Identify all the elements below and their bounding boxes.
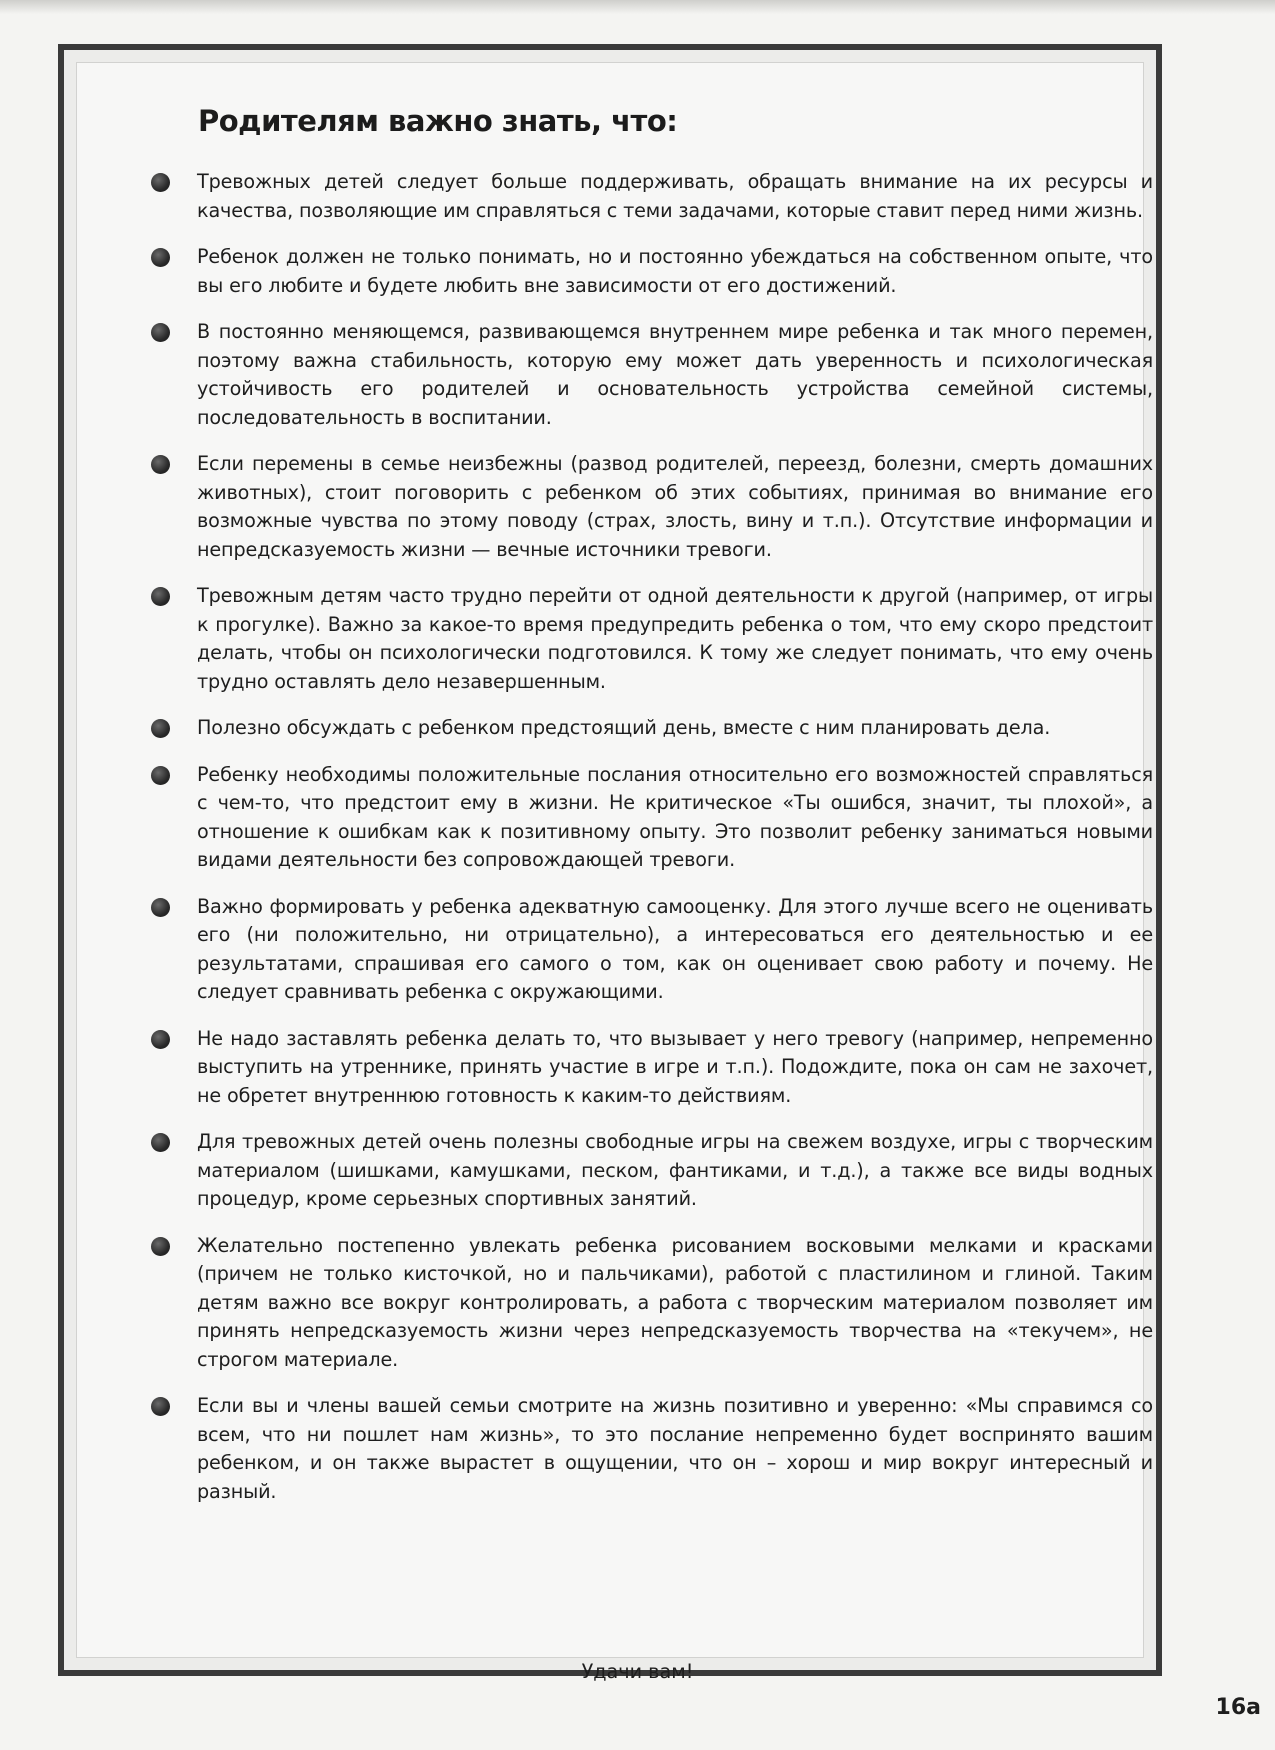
bullet-icon	[151, 248, 170, 267]
list-item-text: Если вы и члены вашей семьи смотрите на жизнь позитивно и уверенно: «Мы справимся со всем, что ни пошлет нам жизнь», то это послание непременно будет воспринято вашим ребенком, и он также вырастет в ощущении, что он – хорош и мир вокруг интересный и разный.	[197, 1394, 1153, 1503]
scan-shadow	[0, 0, 1275, 14]
list-item	[197, 893, 1153, 1007]
advice-list	[197, 168, 1153, 1524]
bullet-icon	[151, 898, 170, 917]
bullet-icon	[151, 173, 170, 192]
list-item	[197, 168, 1153, 225]
page-title: Родителям важно знать, что:	[198, 104, 678, 138]
bullet-icon	[151, 323, 170, 342]
list-item	[197, 1128, 1153, 1214]
list-item	[197, 714, 1153, 743]
list-item	[197, 243, 1153, 300]
bullet-icon	[151, 1030, 170, 1049]
list-item-text: Желательно постепенно увлекать ребенка рисованием восковыми мелками и красками (причем не только кисточкой, но и пальчиками), работой с пластилином и глиной. Таким детям важно все вокруг контролировать, а работа с творческим материалом позволяет им принять непредсказуемость жизни через непредсказуемость творчества на «текучем», не строгом материале.	[197, 1233, 1153, 1371]
bullet-icon	[151, 1237, 170, 1256]
list-item	[197, 1232, 1153, 1375]
list-item-text: Ребенок должен не только понимать, но и постоянно убеждаться на собственном опыте, что вы его любите и будете любить вне зависимости от его достижений.	[197, 245, 1153, 297]
bullet-icon	[151, 1133, 170, 1152]
list-item	[197, 1392, 1153, 1506]
list-item-text: Не надо заставлять ребенка делать то, что вызывает у него тревогу (например, непременно выступить на утреннике, принять участие в игре и т.п.). Подождите, пока он сам не захочет, не обретет внутреннюю готовность к каким-то действиям.	[197, 1026, 1153, 1107]
list-item-text: В постоянно меняющемся, развивающемся внутреннем мире ребенка и так много перемен, поэтому важна стабильность, которую ему может дать уверенность и психологическая устойчивость его родителей и основательность устройства семейной системы, последовательность в воспитании.	[197, 320, 1153, 429]
list-item-text: Тревожных детей следует больше поддерживать, обращать внимание на их ресурсы и качества, позволяющие им справляться с теми задачами, которые ставит перед ними жизнь.	[197, 170, 1153, 222]
bullet-icon	[151, 1397, 170, 1416]
list-item-text: Тревожным детям часто трудно перейти от одной деятельности к другой (например, от игры к прогулке). Важно за какое-то время предупредить ребенка о том, что ему скоро предстоит делать, чтобы он психологически подготовился. К тому же следует понимать, что ему очень трудно оставлять дело незавершенным.	[197, 584, 1153, 693]
list-item	[197, 450, 1153, 564]
list-item	[197, 582, 1153, 696]
closing-text: Удачи вам!	[581, 1660, 694, 1683]
list-item	[197, 761, 1153, 875]
bullet-icon	[151, 719, 170, 738]
bullet-icon	[151, 587, 170, 606]
list-item-text: Для тревожных детей очень полезны свободные игры на свежем воздухе, игры с творческим материалом (шишками, камушками, песком, фантиками, и т.д.), а также все виды водных процедур, кроме серьезных спортивных занятий.	[197, 1130, 1153, 1210]
bullet-icon	[151, 455, 170, 474]
page-number: 16а	[1215, 1695, 1261, 1720]
list-item-text: Полезно обсуждать с ребенком предстоящий день, вместе с ним планировать дела.	[197, 716, 1051, 739]
bullet-icon	[151, 766, 170, 785]
list-item	[197, 1025, 1153, 1111]
list-item-text: Важно формировать у ребенка адекватную самооценку. Для этого лучше всего не оценивать его (ни положительно, ни отрицательно), а интересоваться его деятельностью и ее результатами, спрашивая его самого о том, как он оценивает свою работу и почему. Не следует сравнивать ребенка с окружающими.	[197, 894, 1153, 1003]
list-item-text: Ребенку необходимы положительные послания относительно его возможностей справляться с чем-то, что предстоит ему в жизни. Не критическое «Ты ошибся, значит, ты плохой», а отношение к ошибкам как к позитивному опыту. Это позволит ребенку заниматься новыми видами деятельности без сопровождающей тревоги.	[197, 762, 1153, 871]
list-item-text: Если перемены в семье неизбежны (развод родителей, переезд, болезни, смерть домашних животных), стоит поговорить с ребенком об этих событиях, принимая во внимание его возможные чувства по этому поводу (страх, злость, вину и т.п.). Отсутствие информации и непредсказуемость жизни — вечные источники тревоги.	[197, 452, 1153, 561]
list-item	[197, 318, 1153, 432]
